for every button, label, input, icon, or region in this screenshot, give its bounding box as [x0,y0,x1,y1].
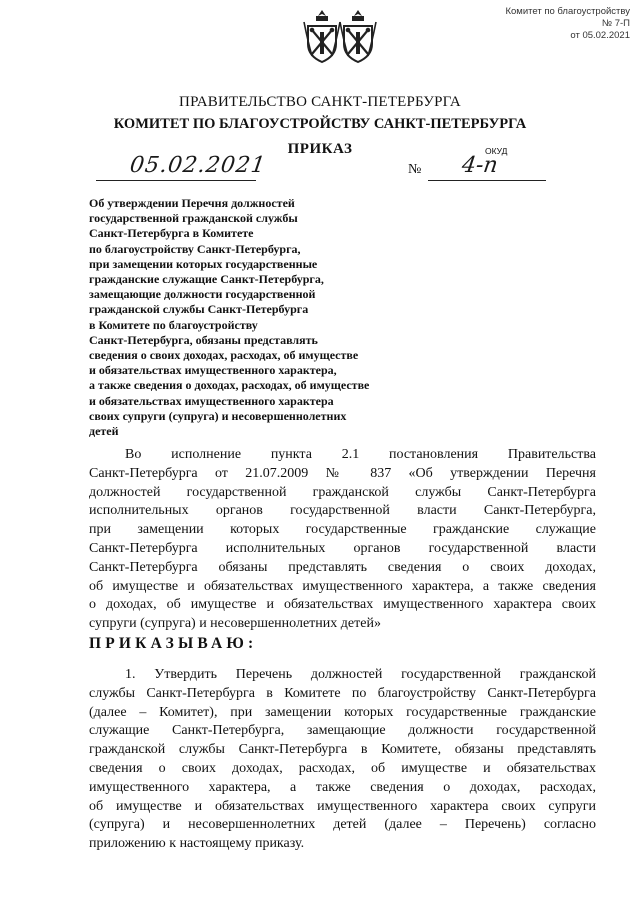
preamble-line: о доходах, об имуществе и обязательствах имущественного характера своих [89,597,596,613]
preamble-line: Санкт-Петербурга исполнительных органов государственной власти [89,540,596,556]
subject-line: по благоустройству Санкт-Петербурга, [89,241,301,256]
preamble-line: об имуществе и обязательствах имущественного характера, а также сведения [89,578,596,594]
subject-line: а также сведения о доходах, расходах, об имуществе [89,378,370,393]
preamble-paragraph [89,446,596,634]
committee-title: КОМИТЕТ ПО БЛАГОУСТРОЙСТВУ САНКТ-ПЕТЕРБУРГА [113,116,527,132]
subject-line: и обязательствах имущественного характера [89,393,334,408]
item-1-line: (супруга) и несовершеннолетних детей (далее – Перечень) согласно [89,817,596,833]
date-underline [96,180,256,181]
subject-line: гражданской службы Санкт-Петербурга [89,302,309,317]
city-coat-of-arms-icon [302,8,342,66]
item-1-line: (далее – Комитет), при замещении которых государственные гражданские [89,704,596,720]
subject-line: государственной гражданской службы [89,211,298,226]
subject-line: своих супруги (супруга) и несовершеннолетних [89,408,347,423]
item-1-line: служащие Санкт-Петербурга, замещающие должности государственной [89,723,596,739]
okud-label: ОКУД [485,146,508,156]
preamble-line: Санкт-Петербурга от 21.07.2009 № 837 «Об утверждении Перечня [89,465,596,481]
item-1-line: приложению к настоящему приказу. [89,836,305,852]
number-sign: № [408,162,422,177]
preamble-line: должностей государственной гражданской службы Санкт-Петербурга [89,484,596,500]
registration-stamp [505,6,630,42]
subject-line: при замещении которых государственные [89,256,318,271]
preamble-line: при замещении которых государственные гражданские служащие [89,522,596,538]
handwritten-number: 4-п [460,153,500,178]
item-1-line: гражданской службы Санкт-Петербурга в Комитете, обязаны представлять [89,742,596,758]
item-1-line: службы Санкт-Петербурга в Комитете по благоустройству Санкт-Петербурга [89,685,596,701]
subject-line: в Комитете по благоустройству [89,317,258,332]
document-type-title: ПРИКАЗ [287,141,353,157]
item-1-line: 1. Утвердить Перечень должностей государственной гражданской [125,667,596,682]
subject-line: сведения о своих доходах, расходах, об имуществе [89,348,359,363]
subject-line: детей [89,424,119,439]
item-1-line: сведения о своих доходах, расходах, об имуществе и обязательствах [89,760,596,776]
order-directive-heading: ПРИКАЗЫВАЮ: [89,635,258,652]
city-coat-of-arms-icon [338,8,378,66]
subject-line: замещающие должности государственной [89,287,316,302]
subject-line: гражданские служащие Санкт-Петербурга, [89,272,324,287]
subject-line: Об утверждении Перечня должностей [89,196,295,210]
registration-stamp-line1: Комитет по благоустройству [505,6,630,17]
order-subject [89,196,409,439]
handwritten-date: 05.02.2021 [128,153,268,178]
preamble-line: Санкт-Петербурга обязаны представлять сведения о своих доходах, [89,559,596,575]
number-underline [428,180,546,181]
item-1-line: об имуществе и обязательствах имущественного характера своих супруги [89,798,596,814]
registration-stamp-line2: № 7-П [601,18,630,29]
item-1-paragraph [89,666,596,854]
preamble-line: супруги (супруга) и несовершеннолетних детей» [89,616,381,632]
subject-line: Санкт-Петербурга, обязаны представлять [89,332,318,347]
subject-line: и обязательствах имущественного характера, [89,363,337,378]
government-title: ПРАВИТЕЛЬСТВО САНКТ-ПЕТЕРБУРГА [179,94,461,110]
subject-line: Санкт-Петербурга в Комитете [89,226,254,241]
preamble-line: Во исполнение пункта 2.1 постановления Правительства [125,447,596,462]
item-1-line: имущественного характера, а также сведения о доходах, расходах, [89,779,596,795]
preamble-line: исполнительных органов государственной власти Санкт-Петербурга, [89,503,596,519]
registration-stamp-line3: от 05.02.2021 [570,30,630,41]
